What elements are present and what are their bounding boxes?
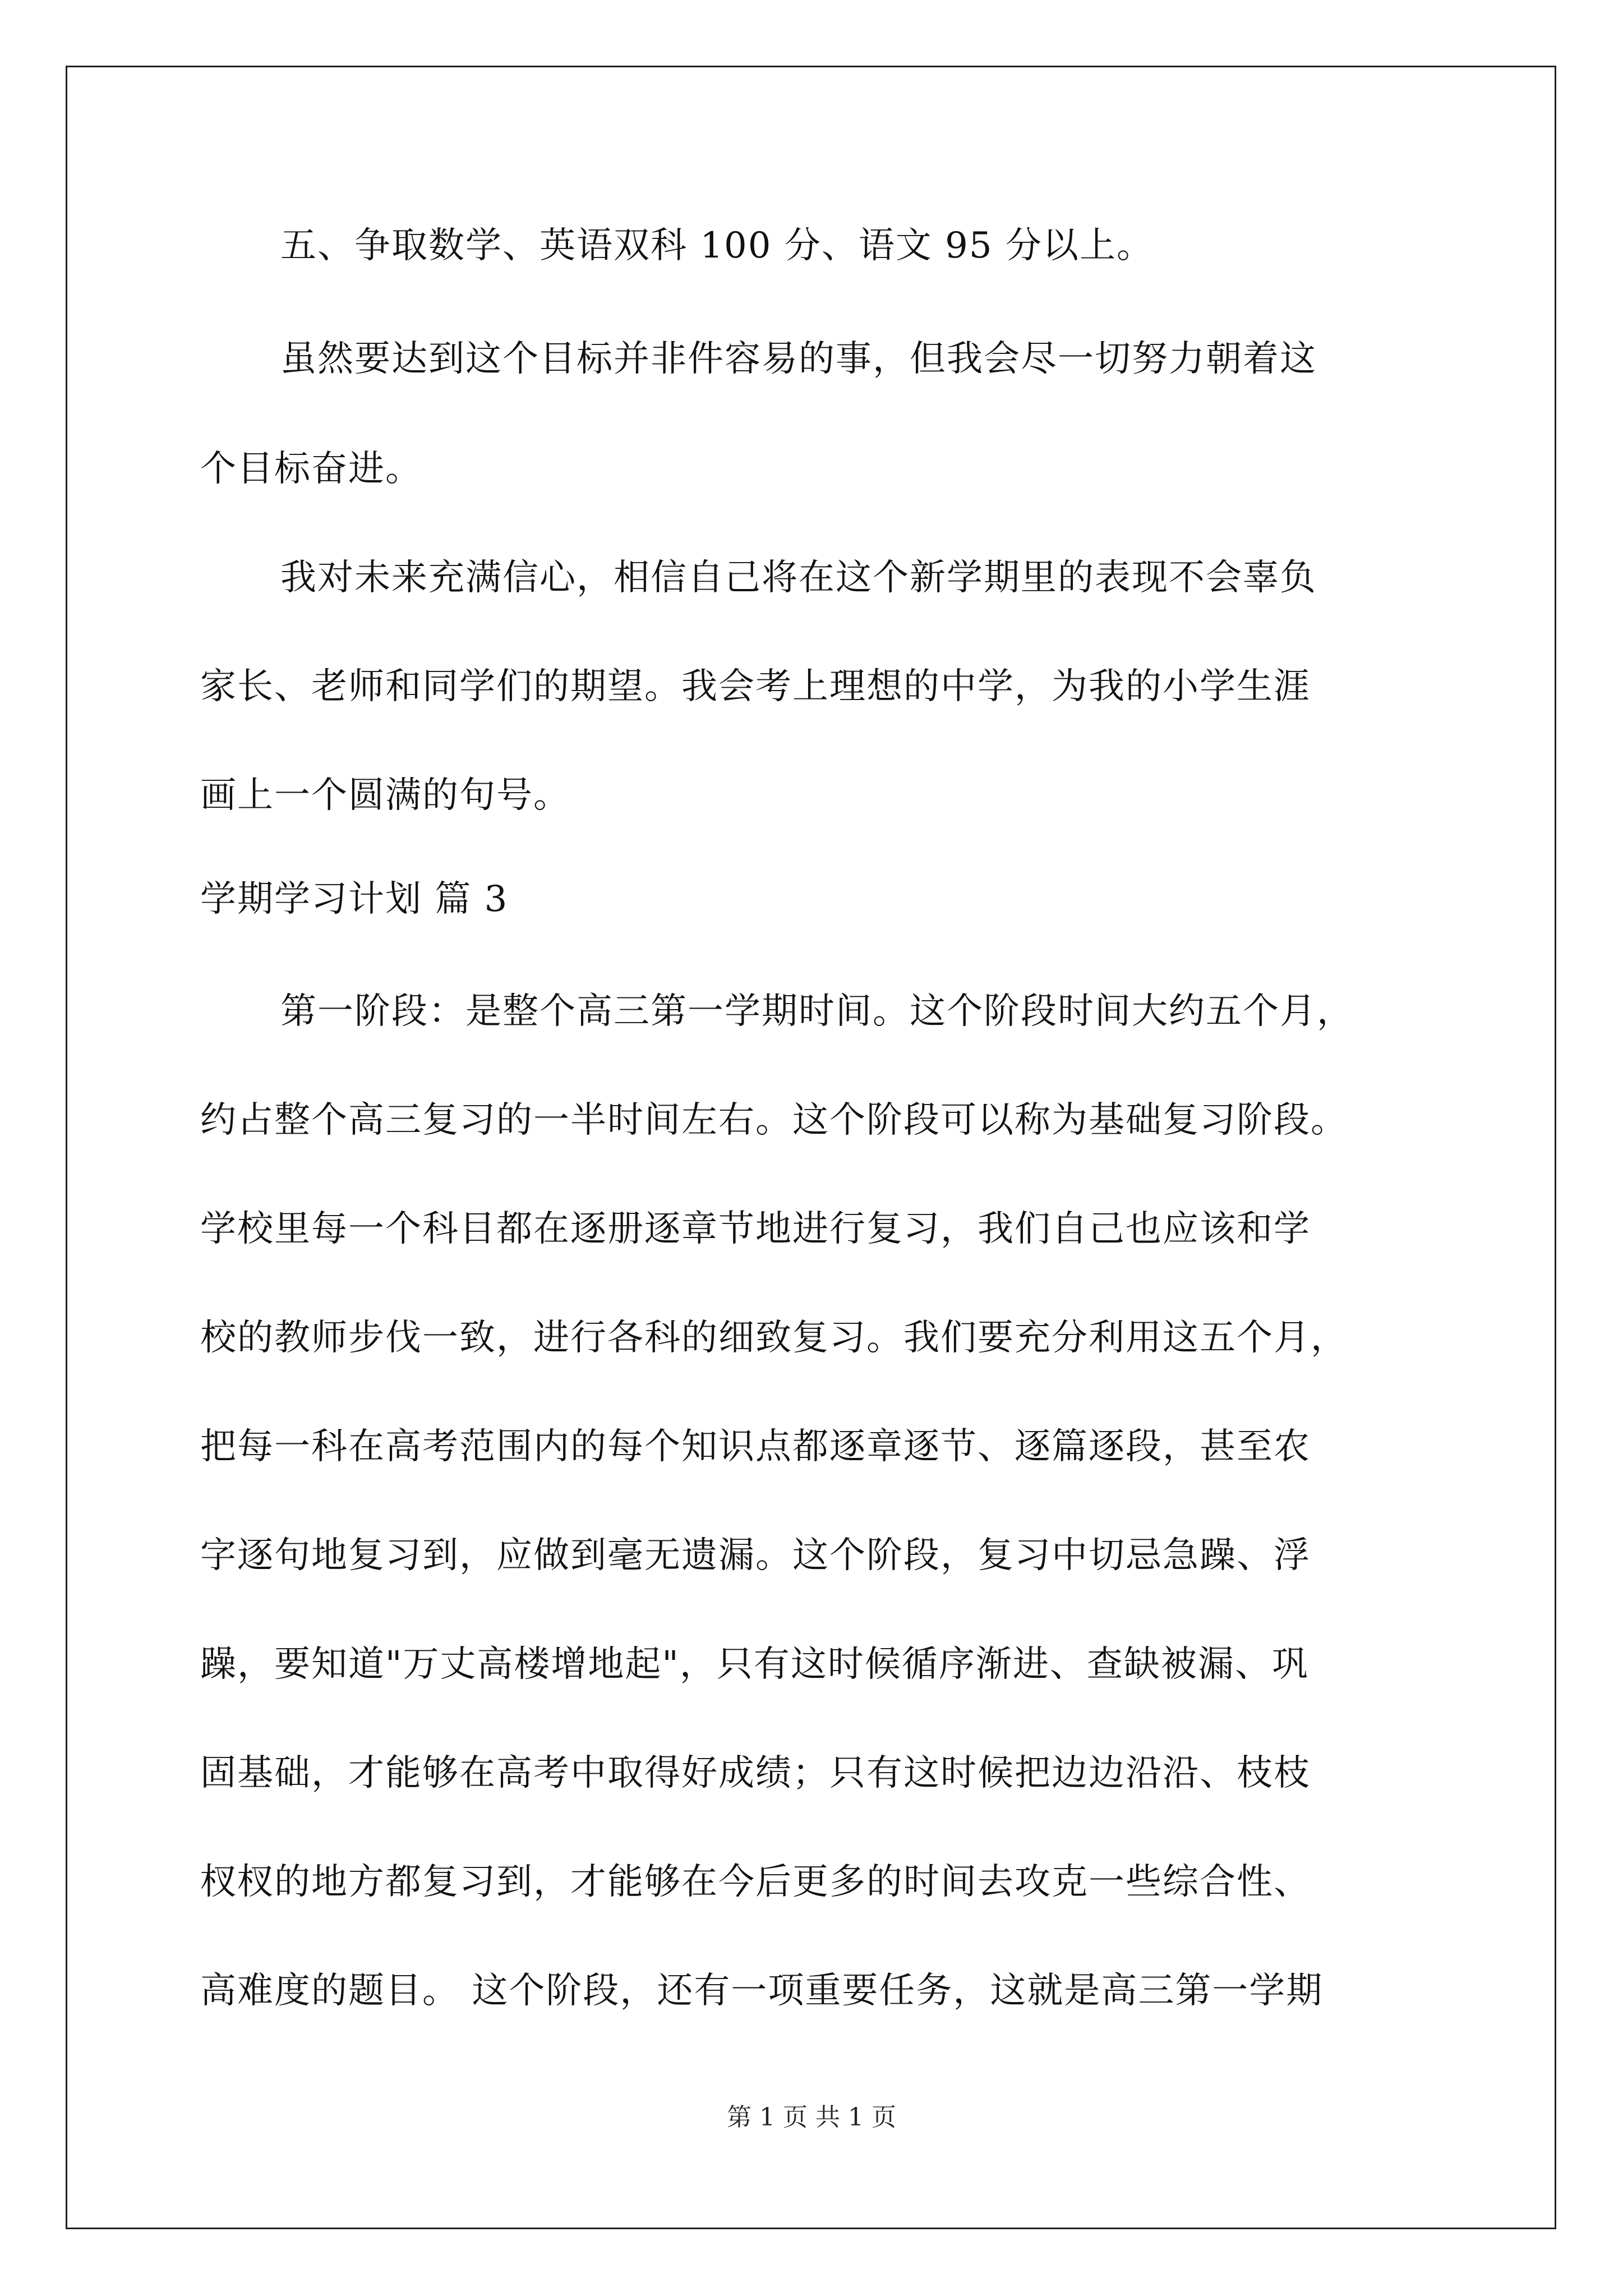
paragraph-line: 固基础，才能够在高考中取得好成绩；只有这时候把边边沿沿、枝枝 <box>200 1752 1311 1794</box>
paragraph-line: 五、争取数学、英语双科 100 分、语文 95 分以上。 <box>280 225 1154 266</box>
section-heading: 学期学习计划 篇 3 <box>200 878 509 920</box>
page-footer: 第 1 页 共 1 页 <box>727 2103 896 2132</box>
paragraph-line: 家长、老师和同学们的期望。我会考上理想的中学，为我的小学生涯 <box>200 666 1311 707</box>
paragraph-line: 杈杈的地方都复习到，才能够在今后更多的时间去攻克一些综合性、 <box>200 1861 1311 1903</box>
paragraph-line: 画上一个圆满的句号。 <box>200 775 570 816</box>
paragraph-line: 约占整个高三复习的一半时间左右。这个阶段可以称为基础复习阶段。 <box>200 1099 1348 1141</box>
paragraph-line: 躁，要知道"万丈高楼增地起"，只有这时候循序渐进、查缺被漏、巩 <box>200 1644 1309 1685</box>
paragraph-line: 虽然要达到这个目标并非件容易的事，但我会尽一切努力朝着这 <box>280 338 1317 380</box>
paragraph-line: 我对未来充满信心，相信自己将在这个新学期里的表现不会辜负 <box>280 557 1317 599</box>
paragraph-line: 第一阶段：是整个高三第一学期时间。这个阶段时间大约五个月， <box>280 991 1354 1032</box>
page-border <box>66 66 1556 2229</box>
paragraph-line: 高难度的题目。 这个阶段，还有一项重要任务，这就是高三第一学期 <box>200 1970 1324 2012</box>
paragraph-line: 校的教师步伐一致，进行各科的细致复习。我们要充分利用这五个月， <box>200 1317 1348 1359</box>
paragraph-line: 学校里每一个科目都在逐册逐章节地进行复习，我们自己也应该和学 <box>200 1208 1311 1250</box>
paragraph-line: 把每一科在高考范围内的每个知识点都逐章逐节、逐篇逐段，甚至农 <box>200 1426 1311 1467</box>
paragraph-line: 个目标奋进。 <box>200 448 422 490</box>
paragraph-line: 字逐句地复习到，应做到毫无遗漏。这个阶段，复习中切忌急躁、浮 <box>200 1535 1311 1576</box>
